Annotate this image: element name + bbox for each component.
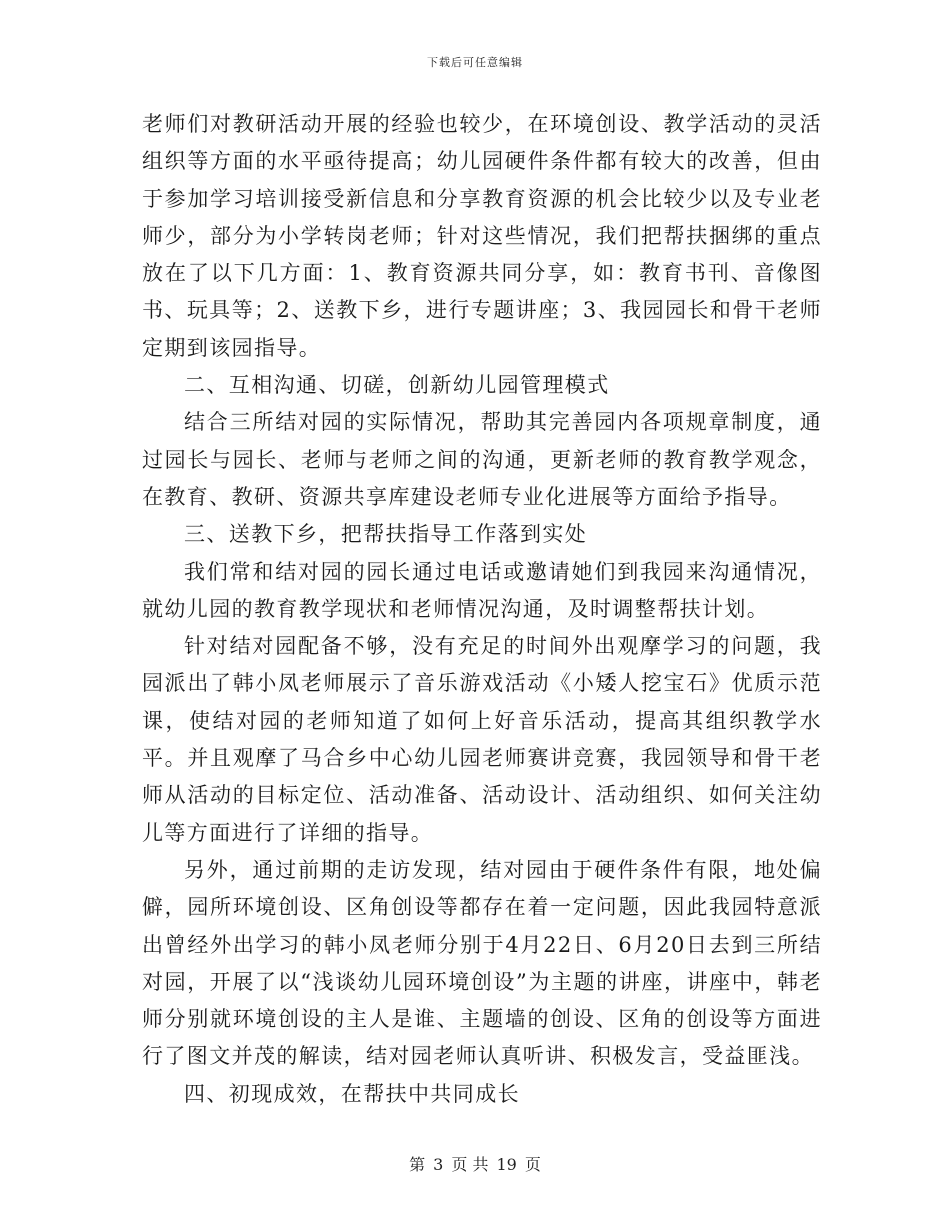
paragraph-lecture: 另外，通过前期的走访发现，结对园由于硬件条件有限，地处偏僻，园所环境创设、区角创设等都存在着一定问题，因此我园特意派出曾经外出学习的韩小凤老师分别于4月22日、6月20日去到三所结对园，开展了以“浅谈幼儿园环境创设”为主题的讲座，讲座中，韩老师分别就环境创设的主人是谁、主题墙的创设、区角的创设等方面进行了图文并茂的解读，结对园老师认真听讲、积极发言，受益匪浅。 (142, 857, 822, 1069)
page-number-footer (0, 1152, 950, 1175)
paragraph-demonstration: 针对结对园配备不够，没有充足的时间外出观摩学习的问题，我园派出了韩小凤老师展示了音乐游戏活动《小矮人挖宝石》优质示范课，使结对园的老师知道了如何上好音乐活动，提高其组织教学水平。并且观摩了马合乡中心幼儿园老师赛讲竞赛，我园领导和骨干老师从活动的目标定位、活动准备、活动设计、活动组织、如何关注幼儿等方面进行了详细的指导。 (142, 634, 822, 845)
paragraph-continuation: 老师们对教研活动开展的经验也较少，在环境创设、教学活动的灵活组织等方面的水平亟待提高；幼儿园硬件条件都有较大的改善，但由于参加学习培训接受新信息和分享教育资源的机会比较少以及专业老师少，部分为小学转岗老师；针对这些情况，我们把帮扶捆绑的重点放在了以下几方面：1、教育资源共同分享，如：教育书刊、音像图书、玩具等；2、送教下乡，进行专题讲座；3、我园园长和骨干老师定期到该园指导。 (142, 112, 822, 360)
section-heading-4: 四、初现成效，在帮扶中共同成长 (184, 1081, 520, 1106)
current-page-number: 3 (433, 1155, 444, 1174)
footer-suffix: 页 (524, 1155, 541, 1174)
page-header: 下载后可任意编辑 (427, 56, 523, 69)
section-heading-2: 二、互相沟通、切磋，创新幼儿园管理模式 (184, 373, 610, 398)
paragraph-management: 结合三所结对园的实际情况，帮助其完善园内各项规章制度，通过园长与园长、老师与老师之间的沟通，更新老师的教育教学观念，在教育、教研、资源共享库建设老师专业化进展等方面给予指导。 (142, 410, 822, 509)
document-body (142, 106, 822, 1113)
footer-prefix: 第 (409, 1155, 426, 1174)
paragraph-communication: 我们常和结对园的园长通过电话或邀请她们到我园来沟通情况，就幼儿园的教育教学现状和老师情况沟通，及时调整帮扶计划。 (142, 559, 822, 621)
total-page-count: 19 (496, 1155, 517, 1174)
footer-middle: 页 共 (451, 1155, 489, 1174)
section-heading-3: 三、送教下乡，把帮扶指导工作落到实处 (184, 522, 588, 547)
